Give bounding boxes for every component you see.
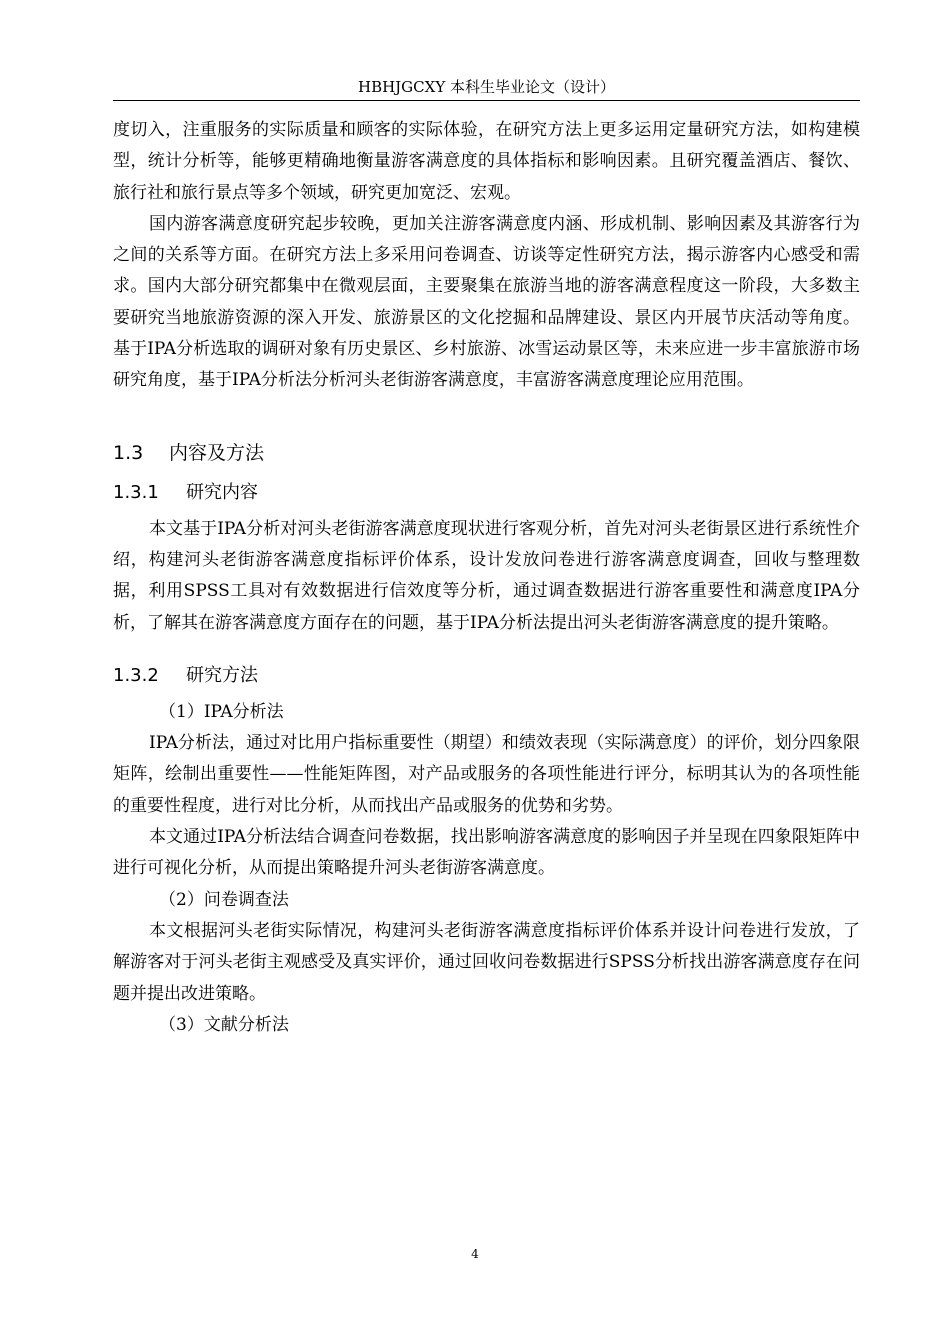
section-number: 1.3.1 bbox=[113, 481, 159, 503]
section-number: 1.3.2 bbox=[113, 664, 159, 686]
paragraph: 国内游客满意度研究起步较晚，更加关注游客满意度内涵、形成机制、影响因素及其游客行为之间的关系等方面。在研究方法上多采用问卷调查、访谈等定性研究方法，揭示游客内心感受和需求。国内大部分研究都集中在微观层面，主要聚集在旅游当地的游客满意程度这一阶段，大多数主要研究当地旅游资源的深入开发、旅游景区的文化挖掘和品牌建设、景区内开展节庆活动等角度。基于IPA分析选取的调研对象有历史景区、乡村旅游、冰雪运动景区等，未来应进一步丰富旅游市场研究角度，基于IPA分析法分析河头老街游客满意度，丰富游客满意度理论应用范围。 bbox=[113, 213, 860, 391]
section-number: 1.3 bbox=[113, 441, 144, 464]
page-number: 4 bbox=[471, 1247, 479, 1261]
paragraph: IPA分析法，通过对比用户指标重要性（期望）和绩效表现（实际满意度）的评价，划分四象限矩阵，绘制出重要性——性能矩阵图，对产品或服务的各项性能进行评分，标明其认为的各项性能的重要性程度，进行对比分析，从而找出产品或服务的优势和劣势。 bbox=[113, 733, 860, 816]
section-title: 研究内容 bbox=[186, 481, 258, 503]
paragraph: 度切入，注重服务的实际质量和顾客的实际体验，在研究方法上更多运用定量研究方法，如构建模型，统计分析等，能够更精确地衡量游客满意度的具体指标和影响因素。且研究覆盖酒店、餐饮、旅行社和旅行景点等多个领域，研究更加宽泛、宏观。 bbox=[113, 120, 860, 203]
section-heading-1-3 bbox=[113, 439, 860, 467]
section-title: 内容及方法 bbox=[169, 441, 265, 464]
page-body bbox=[113, 115, 860, 1041]
method-heading: （3）文献分析法 bbox=[159, 1014, 289, 1035]
paragraph: 本文通过IPA分析法结合调查问卷数据，找出影响游客满意度的影响因子并呈现在四象限矩阵中进行可视化分析，从而提出策略提升河头老街游客满意度。 bbox=[113, 827, 860, 879]
section-title: 研究方法 bbox=[186, 664, 258, 686]
paragraph: 本文基于IPA分析对河头老街游客满意度现状进行客观分析，首先对河头老街景区进行系统性介绍，构建河头老街游客满意度指标评价体系，设计发放问卷进行游客满意度调查，回收与整理数据，利用SPSS工具对有效数据进行信效度等分析，通过调查数据进行游客重要性和满意度IPA分析，了解其在游客满意度方面存在的问题，基于IPA分析法提出河头老街游客满意度的提升策略。 bbox=[113, 518, 860, 633]
section-heading-1-3-2 bbox=[113, 662, 860, 690]
method-heading: （2）问卷调查法 bbox=[159, 889, 289, 910]
header-rule bbox=[113, 100, 860, 101]
paragraph: 本文根据河头老街实际情况，构建河头老街游客满意度指标评价体系并设计问卷进行发放，了解游客对于河头老街主观感受及真实评价，通过回收问卷数据进行SPSS分析找出游客满意度存在问题并提出改进策略。 bbox=[113, 920, 860, 1004]
section-heading-1-3-1 bbox=[113, 479, 860, 507]
page-header: HBHJGCXY 本科生毕业论文（设计） bbox=[357, 78, 615, 96]
method-heading: （1）IPA分析法 bbox=[159, 701, 284, 722]
